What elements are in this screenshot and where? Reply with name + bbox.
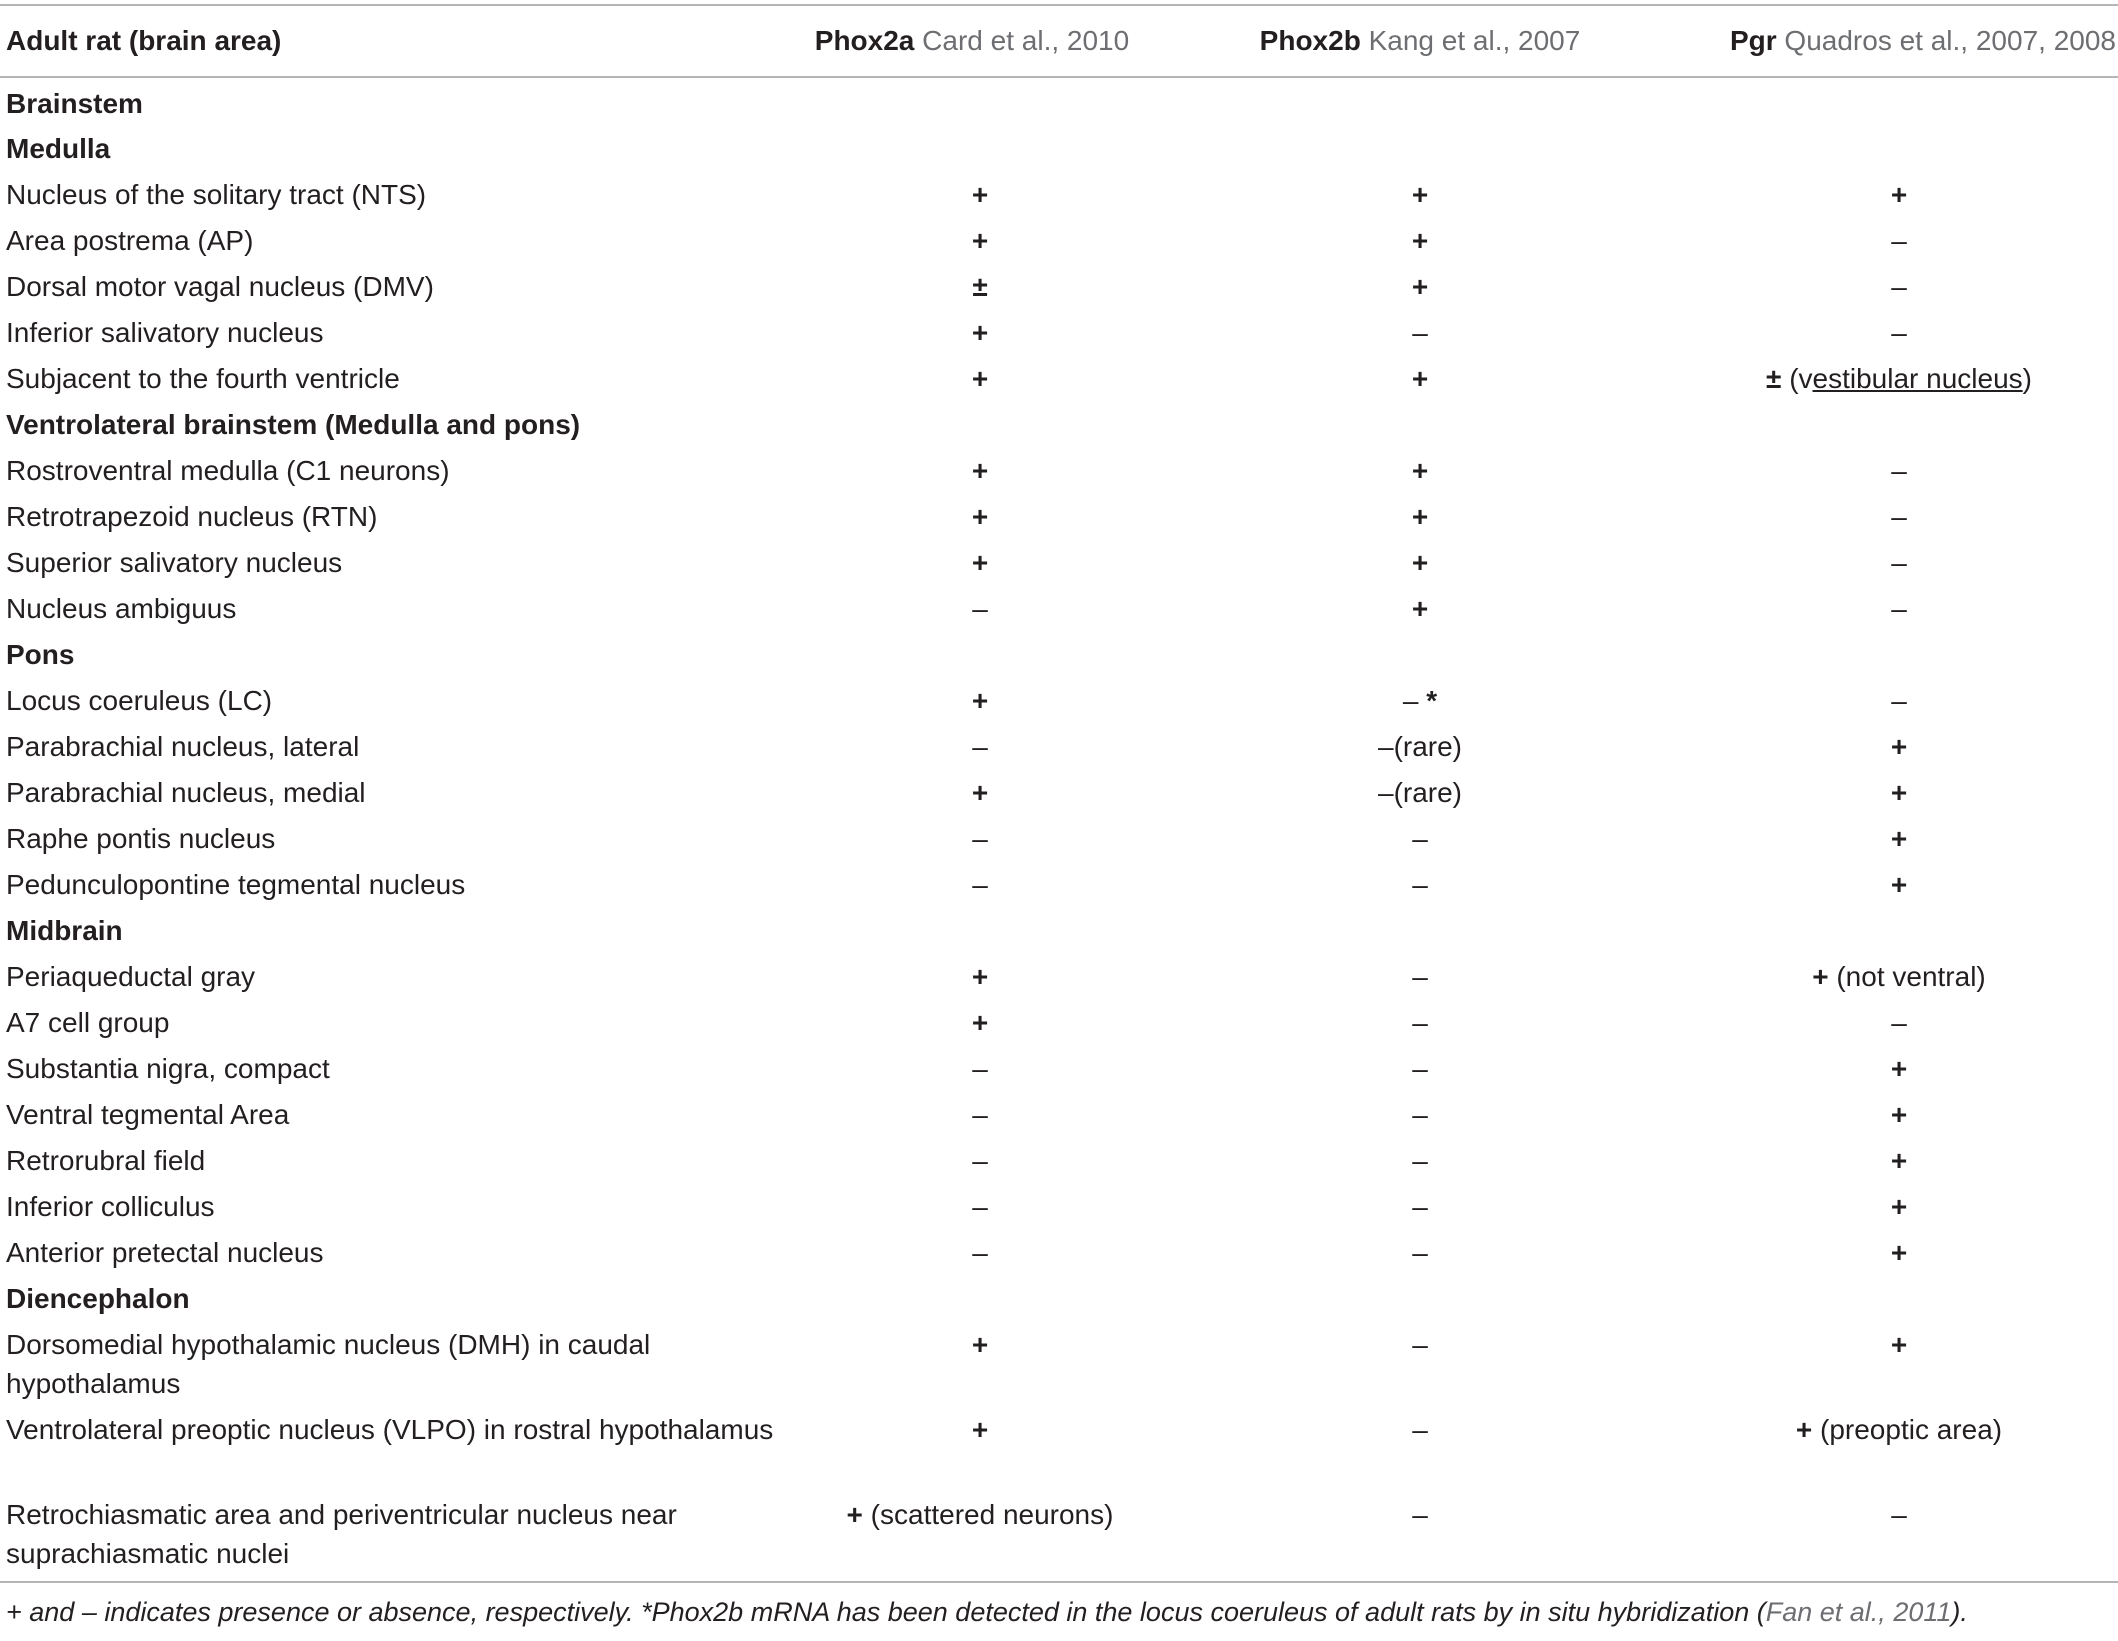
value-cell-col2 xyxy=(1160,767,1680,813)
value-symbol: + xyxy=(1890,823,1908,854)
empty-cell xyxy=(1160,1273,1680,1319)
value-symbol: – xyxy=(972,1191,988,1222)
value-cell-col3 xyxy=(1680,1404,2118,1489)
value-cell-col2 xyxy=(1160,537,1680,583)
footnote-citation: Fan et al., 2011 xyxy=(1765,1597,1952,1627)
value-symbol: – xyxy=(1412,823,1428,854)
value-symbol: – xyxy=(1891,225,1907,256)
value-symbol: + xyxy=(971,547,989,578)
value-symbol: + xyxy=(971,363,989,394)
section-row xyxy=(0,905,2118,951)
value-cell-col1 xyxy=(800,1227,1160,1273)
value-symbol: + xyxy=(1890,1237,1908,1268)
value-cell-col2 xyxy=(1160,1089,1680,1135)
value-cell-col3 xyxy=(1680,583,2118,629)
value-cell-col3 xyxy=(1680,1043,2118,1089)
value-cell-col3 xyxy=(1680,261,2118,307)
value-cell-col1 xyxy=(800,1043,1160,1089)
value-cell-col3 xyxy=(1680,353,2118,399)
value-symbol: – xyxy=(972,731,988,762)
table-row xyxy=(0,261,2118,307)
value-symbol: – xyxy=(1412,1237,1428,1268)
value-symbol: – xyxy=(972,1099,988,1130)
value-cell-col2 xyxy=(1160,307,1680,353)
value-cell-col1 xyxy=(800,859,1160,905)
section-heading: Medulla xyxy=(6,133,111,164)
value-symbol: + xyxy=(1411,271,1429,302)
value-symbol: + xyxy=(1890,1099,1908,1130)
value-cell-col1 xyxy=(800,1135,1160,1181)
value-symbol: + xyxy=(1812,961,1829,992)
value-cell-col2 xyxy=(1160,721,1680,767)
table-row xyxy=(0,583,2118,629)
value-symbol: + xyxy=(1411,593,1429,624)
value-symbol: – xyxy=(1402,685,1419,716)
value-cell-col1 xyxy=(800,491,1160,537)
value-symbol: + xyxy=(971,317,989,348)
brain-area-name: A7 cell group xyxy=(6,1007,170,1038)
value-cell-col1 xyxy=(800,1089,1160,1135)
value-note-underlined: estibular nucleus xyxy=(1812,363,2023,394)
table-row xyxy=(0,353,2118,399)
value-symbol: – xyxy=(1412,961,1428,992)
value-cell-col3 xyxy=(1680,951,2118,997)
value-symbol: + xyxy=(1890,1145,1908,1176)
brain-area-name: Retrorubral field xyxy=(6,1145,206,1176)
section-heading: Pons xyxy=(6,639,75,670)
brain-area-name: Retrochiasmatic area and periventricular nucleus near suprachiasmatic nuclei xyxy=(0,1489,800,1582)
value-cell-col3 xyxy=(1680,1135,2118,1181)
empty-cell xyxy=(800,1273,1160,1319)
value-cell-col1 xyxy=(800,1181,1160,1227)
brain-area-name: Subjacent to the fourth ventricle xyxy=(6,363,400,394)
value-cell-col2 xyxy=(1160,583,1680,629)
value-symbol: – xyxy=(1891,271,1907,302)
value-symbol: + xyxy=(1890,1329,1908,1360)
table-body xyxy=(0,77,2118,1582)
value-cell-col3 xyxy=(1680,1089,2118,1135)
value-symbol: + xyxy=(971,455,989,486)
value-cell-col3 xyxy=(1680,721,2118,767)
value-cell-col3 xyxy=(1680,445,2118,491)
value-cell-col1 xyxy=(800,1319,1160,1404)
table-footnote xyxy=(6,1597,1968,1628)
value-symbol: + xyxy=(1411,363,1429,394)
value-cell-col2 xyxy=(1160,261,1680,307)
header-phox2a-gene: Phox2a xyxy=(814,25,915,56)
footnote-text: + and – indicates presence or absence, respectively. *Phox2b mRNA has been detected in the locus coeruleus of adult rats by in situ hybridization ( xyxy=(6,1597,1766,1627)
table-row xyxy=(0,1319,2118,1404)
brain-area-name: Dorsal motor vagal nucleus (DMV) xyxy=(6,271,434,302)
table-row xyxy=(0,1489,2118,1582)
value-cell-col2 xyxy=(1160,353,1680,399)
value-cell-col2 xyxy=(1160,1043,1680,1089)
table-row xyxy=(0,1135,2118,1181)
header-phox2b-ref: Kang et al., 2007 xyxy=(1368,25,1581,56)
value-cell-col2 xyxy=(1160,1319,1680,1404)
value-symbol: – xyxy=(1377,731,1394,762)
value-symbol: – xyxy=(1412,317,1428,348)
value-symbol: + xyxy=(1411,547,1429,578)
header-row xyxy=(0,5,2118,77)
value-cell-col2 xyxy=(1160,997,1680,1043)
header-pgr-ref: Quadros et al., 2007, 2008 xyxy=(1784,25,2116,56)
table-row xyxy=(0,813,2118,859)
footnote-end: ). xyxy=(1951,1597,1968,1627)
brain-area-name: Retrotrapezoid nucleus (RTN) xyxy=(6,501,378,532)
value-cell-col2 xyxy=(1160,1135,1680,1181)
value-symbol: – xyxy=(1412,1329,1428,1360)
value-symbol: – xyxy=(1891,501,1907,532)
value-note: (scattered neurons) xyxy=(870,1499,1114,1530)
value-cell-col2 xyxy=(1160,1227,1680,1273)
value-cell-col3 xyxy=(1680,215,2118,261)
value-symbol: – xyxy=(1412,1007,1428,1038)
value-cell-col1 xyxy=(800,721,1160,767)
value-symbol: + xyxy=(1411,225,1429,256)
value-note: (not ventral) xyxy=(1836,961,1986,992)
value-cell-col3 xyxy=(1680,813,2118,859)
value-symbol: + xyxy=(1890,1053,1908,1084)
section-heading: Ventrolateral brainstem (Medulla and pons) xyxy=(6,409,581,440)
value-cell-col3 xyxy=(1680,1227,2118,1273)
table-row xyxy=(0,767,2118,813)
value-cell-col3 xyxy=(1680,169,2118,215)
table-row xyxy=(0,1404,2118,1489)
brain-area-name: Locus coeruleus (LC) xyxy=(6,685,273,716)
brain-area-name: Area postrema (AP) xyxy=(6,225,254,256)
empty-cell xyxy=(1680,629,2118,675)
value-symbol: – xyxy=(1891,1007,1907,1038)
value-symbol: – xyxy=(1412,1053,1428,1084)
value-cell-col3 xyxy=(1680,307,2118,353)
value-symbol: – xyxy=(1412,869,1428,900)
value-symbol: – xyxy=(1891,317,1907,348)
value-symbol: + xyxy=(971,501,989,532)
value-symbol: + xyxy=(971,777,989,808)
value-cell-col2 xyxy=(1160,169,1680,215)
value-cell-col2 xyxy=(1160,1181,1680,1227)
value-cell-col2 xyxy=(1160,1489,1680,1582)
section-row xyxy=(0,399,2118,445)
value-symbol: + xyxy=(846,1499,863,1530)
value-note: (rare) xyxy=(1393,731,1463,762)
value-cell-col1 xyxy=(800,1489,1160,1582)
header-phox2a xyxy=(800,5,1160,77)
brain-area-name: Nucleus ambiguus xyxy=(6,593,237,624)
value-cell-col1 xyxy=(800,951,1160,997)
value-symbol: + xyxy=(971,179,989,210)
value-cell-col1 xyxy=(800,169,1160,215)
value-cell-col3 xyxy=(1680,1489,2118,1582)
table-row xyxy=(0,169,2118,215)
value-symbol: + xyxy=(971,1007,989,1038)
value-cell-col2 xyxy=(1160,445,1680,491)
value-symbol: – xyxy=(1891,685,1907,716)
value-cell-col3 xyxy=(1680,1181,2118,1227)
value-cell-col1 xyxy=(800,675,1160,721)
table-row xyxy=(0,951,2118,997)
value-symbol: ± xyxy=(972,271,988,302)
value-cell-col1 xyxy=(800,537,1160,583)
value-symbol: – xyxy=(1412,1414,1428,1445)
value-note-post: ) xyxy=(2022,363,2032,394)
empty-cell xyxy=(1160,905,1680,951)
empty-cell xyxy=(800,77,1160,123)
value-symbol: – xyxy=(1377,777,1394,808)
brain-area-name: Pedunculopontine tegmental nucleus xyxy=(6,869,466,900)
brain-area-name: Substantia nigra, compact xyxy=(6,1053,330,1084)
value-symbol: – xyxy=(1891,593,1907,624)
header-brain-area: Adult rat (brain area) xyxy=(0,5,800,77)
value-symbol: + xyxy=(1890,731,1908,762)
empty-cell xyxy=(1680,77,2118,123)
value-cell-col1 xyxy=(800,1404,1160,1489)
value-symbol: + xyxy=(971,225,989,256)
header-phox2b-gene: Phox2b xyxy=(1259,25,1361,56)
value-symbol: + xyxy=(1795,1414,1813,1445)
header-pgr-gene: Pgr xyxy=(1729,25,1777,56)
table-row xyxy=(0,721,2118,767)
brain-area-name: Ventrolateral preoptic nucleus (VLPO) in rostral hypothalamus xyxy=(6,1414,774,1445)
brain-area-name: Dorsomedial hypothalamic nucleus (DMH) in caudal hypothalamus xyxy=(6,1329,651,1399)
empty-cell xyxy=(800,629,1160,675)
section-row xyxy=(0,1273,2118,1319)
value-cell-col3 xyxy=(1680,675,2118,721)
value-cell-col3 xyxy=(1680,859,2118,905)
table-row xyxy=(0,215,2118,261)
brain-area-name: Parabrachial nucleus, medial xyxy=(6,777,366,808)
empty-cell xyxy=(1680,123,2118,169)
value-symbol: + xyxy=(1411,179,1429,210)
value-symbol: ± xyxy=(1766,363,1782,394)
brain-area-name: Inferior colliculus xyxy=(6,1191,215,1222)
table-row xyxy=(0,859,2118,905)
value-symbol: + xyxy=(971,961,989,992)
value-symbol: + xyxy=(1411,455,1429,486)
empty-cell xyxy=(1160,77,1680,123)
section-row xyxy=(0,77,2118,123)
value-symbol: – xyxy=(1891,455,1907,486)
value-cell-col3 xyxy=(1680,491,2118,537)
empty-cell xyxy=(800,123,1160,169)
value-symbol: + xyxy=(971,1414,989,1445)
brain-area-name: Superior salivatory nucleus xyxy=(6,547,343,578)
value-cell-col2 xyxy=(1160,813,1680,859)
header-phox2a-ref: Card et al., 2010 xyxy=(922,25,1130,56)
value-cell-col1 xyxy=(800,307,1160,353)
value-symbol: + xyxy=(1890,869,1908,900)
section-row xyxy=(0,629,2118,675)
value-symbol: – xyxy=(972,869,988,900)
value-cell-col2 xyxy=(1160,491,1680,537)
table-row xyxy=(0,1043,2118,1089)
value-note: (rare) xyxy=(1393,777,1463,808)
section-heading: Diencephalon xyxy=(6,1283,190,1314)
brain-area-name: Nucleus of the solitary tract (NTS) xyxy=(6,179,427,210)
value-cell-col3 xyxy=(1680,1319,2118,1404)
value-cell-col1 xyxy=(800,353,1160,399)
value-symbol: – xyxy=(1891,1499,1907,1530)
table-row xyxy=(0,997,2118,1043)
header-phox2b xyxy=(1160,5,1680,77)
table-row xyxy=(0,675,2118,721)
value-cell-col1 xyxy=(800,445,1160,491)
value-cell-col2 xyxy=(1160,951,1680,997)
value-symbol: + xyxy=(971,685,989,716)
empty-cell xyxy=(1680,905,2118,951)
table-row xyxy=(0,307,2118,353)
value-symbol: – xyxy=(1412,1099,1428,1130)
empty-cell xyxy=(800,905,1160,951)
value-note: (preoptic area) xyxy=(1820,1414,2003,1445)
table-row xyxy=(0,445,2118,491)
value-cell-col2 xyxy=(1160,859,1680,905)
value-symbol: – xyxy=(972,593,988,624)
value-symbol: – xyxy=(1412,1191,1428,1222)
value-symbol: + xyxy=(1890,777,1908,808)
table-row xyxy=(0,491,2118,537)
brain-area-name: Anterior pretectal nucleus xyxy=(6,1237,324,1268)
value-cell-col1 xyxy=(800,767,1160,813)
value-cell-col1 xyxy=(800,997,1160,1043)
section-heading: Midbrain xyxy=(6,915,123,946)
value-symbol: + xyxy=(971,1329,989,1360)
empty-cell xyxy=(1160,123,1680,169)
value-symbol: – xyxy=(1412,1499,1428,1530)
value-symbol: – xyxy=(972,1237,988,1268)
table-row xyxy=(0,1227,2118,1273)
brain-area-name: Inferior salivatory nucleus xyxy=(6,317,324,348)
table-row xyxy=(0,1089,2118,1135)
value-cell-col1 xyxy=(800,261,1160,307)
value-cell-col3 xyxy=(1680,537,2118,583)
value-symbol: – xyxy=(972,1145,988,1176)
brain-area-name: Rostroventral medulla (C1 neurons) xyxy=(6,455,450,486)
empty-cell xyxy=(800,399,1160,445)
value-symbol: – xyxy=(1891,547,1907,578)
empty-cell xyxy=(1160,399,1680,445)
value-symbol: – xyxy=(1412,1145,1428,1176)
value-cell-col1 xyxy=(800,215,1160,261)
table-row xyxy=(0,1181,2118,1227)
header-pgr xyxy=(1680,5,2118,77)
brain-area-name: Parabrachial nucleus, lateral xyxy=(6,731,360,762)
empty-cell xyxy=(1160,629,1680,675)
brain-area-name: Ventral tegmental Area xyxy=(6,1099,290,1130)
section-row xyxy=(0,123,2118,169)
value-symbol: + xyxy=(1411,501,1429,532)
value-mark: * xyxy=(1426,685,1438,716)
value-symbol: – xyxy=(972,823,988,854)
value-cell-col2 xyxy=(1160,1404,1680,1489)
brain-area-name: Periaqueductal gray xyxy=(6,961,256,992)
brain-area-name: Raphe pontis nucleus xyxy=(6,823,276,854)
value-note-pre: (v xyxy=(1789,363,1813,394)
table-row xyxy=(0,537,2118,583)
value-cell-col2 xyxy=(1160,675,1680,721)
expression-table xyxy=(0,4,2118,1583)
value-cell-col3 xyxy=(1680,997,2118,1043)
value-symbol: + xyxy=(1890,1191,1908,1222)
value-cell-col1 xyxy=(800,813,1160,859)
empty-cell xyxy=(1680,399,2118,445)
value-symbol: – xyxy=(972,1053,988,1084)
empty-cell xyxy=(1680,1273,2118,1319)
value-cell-col2 xyxy=(1160,215,1680,261)
value-cell-col1 xyxy=(800,583,1160,629)
value-symbol: + xyxy=(1890,179,1908,210)
value-cell-col3 xyxy=(1680,767,2118,813)
section-heading: Brainstem xyxy=(6,88,143,119)
